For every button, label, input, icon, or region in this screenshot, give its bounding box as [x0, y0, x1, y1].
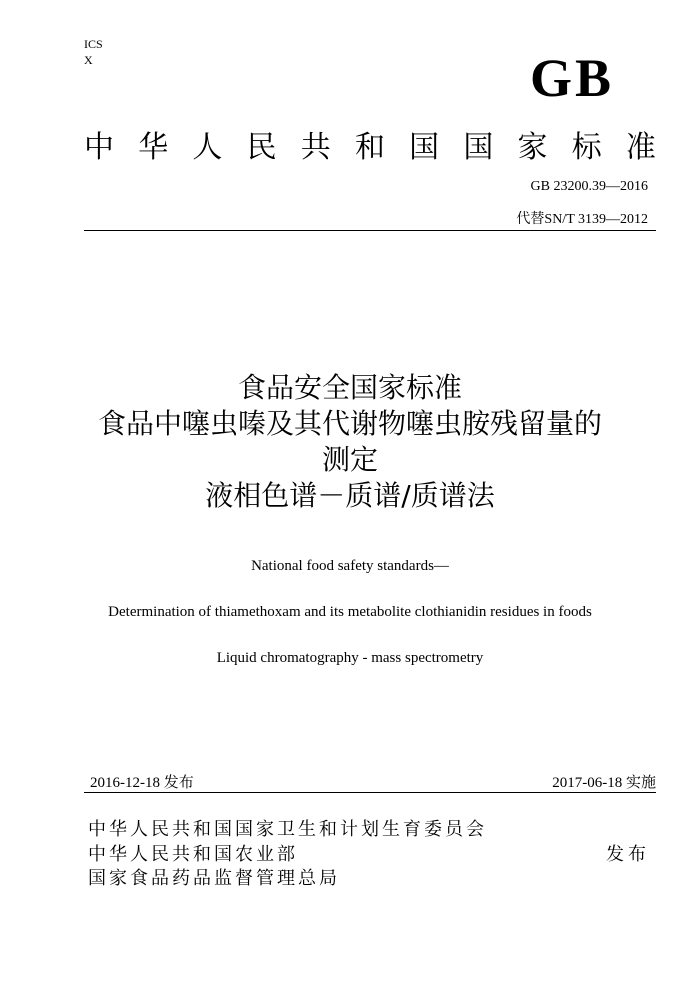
- standard-type-heading: [84, 128, 656, 168]
- english-title-line2: Determination of thiamethoxam and its metabolite clothianidin residues in foods: [108, 604, 592, 620]
- footer-divider: [84, 792, 656, 793]
- ics-value: X: [84, 53, 93, 67]
- title-line: 液相色谱－质谱/质谱法: [205, 479, 495, 512]
- heading-char: 标: [571, 130, 602, 165]
- issuer-1: 中华人民共和国国家卫生和计划生育委员会: [88, 819, 487, 840]
- header-divider: [84, 230, 656, 231]
- replaces-standard: 代替SN/T 3139—2012: [516, 212, 648, 227]
- title-line: 食品中噻虫嗪及其代谢物噻虫胺残留量的: [97, 407, 602, 440]
- heading-char: 民: [246, 130, 277, 165]
- heading-char: 准: [625, 130, 656, 165]
- heading-char: 家: [517, 130, 548, 165]
- chinese-title: [0, 370, 700, 514]
- ics-label: ICS: [84, 37, 103, 51]
- heading-char: 人: [192, 130, 223, 165]
- heading-char: 华: [138, 130, 169, 165]
- heading-char: 国: [463, 130, 494, 165]
- title-line: 食品安全国家标准: [237, 371, 462, 404]
- heading-char: 共: [300, 130, 331, 165]
- publish-label: 发布: [606, 844, 650, 865]
- heading-char: 国: [409, 130, 440, 165]
- gb-logo: GB: [529, 48, 614, 108]
- english-title-line1: National food safety standards—: [251, 558, 449, 574]
- implementation-date: 2017-06-18 实施: [552, 775, 656, 791]
- standard-number: GB 23200.39—2016: [530, 179, 648, 194]
- ics-block: [84, 36, 103, 68]
- heading-char: 和: [354, 130, 385, 165]
- issue-date: 2016-12-18 发布: [90, 775, 194, 791]
- english-title-line3: Liquid chromatography - mass spectrometry: [216, 650, 484, 666]
- issuer-3: 国家食品药品监督管理总局: [88, 868, 340, 889]
- issuer-2: 中华人民共和国农业部: [88, 844, 298, 865]
- heading-char: 中: [84, 130, 114, 165]
- title-line: 测定: [321, 443, 378, 476]
